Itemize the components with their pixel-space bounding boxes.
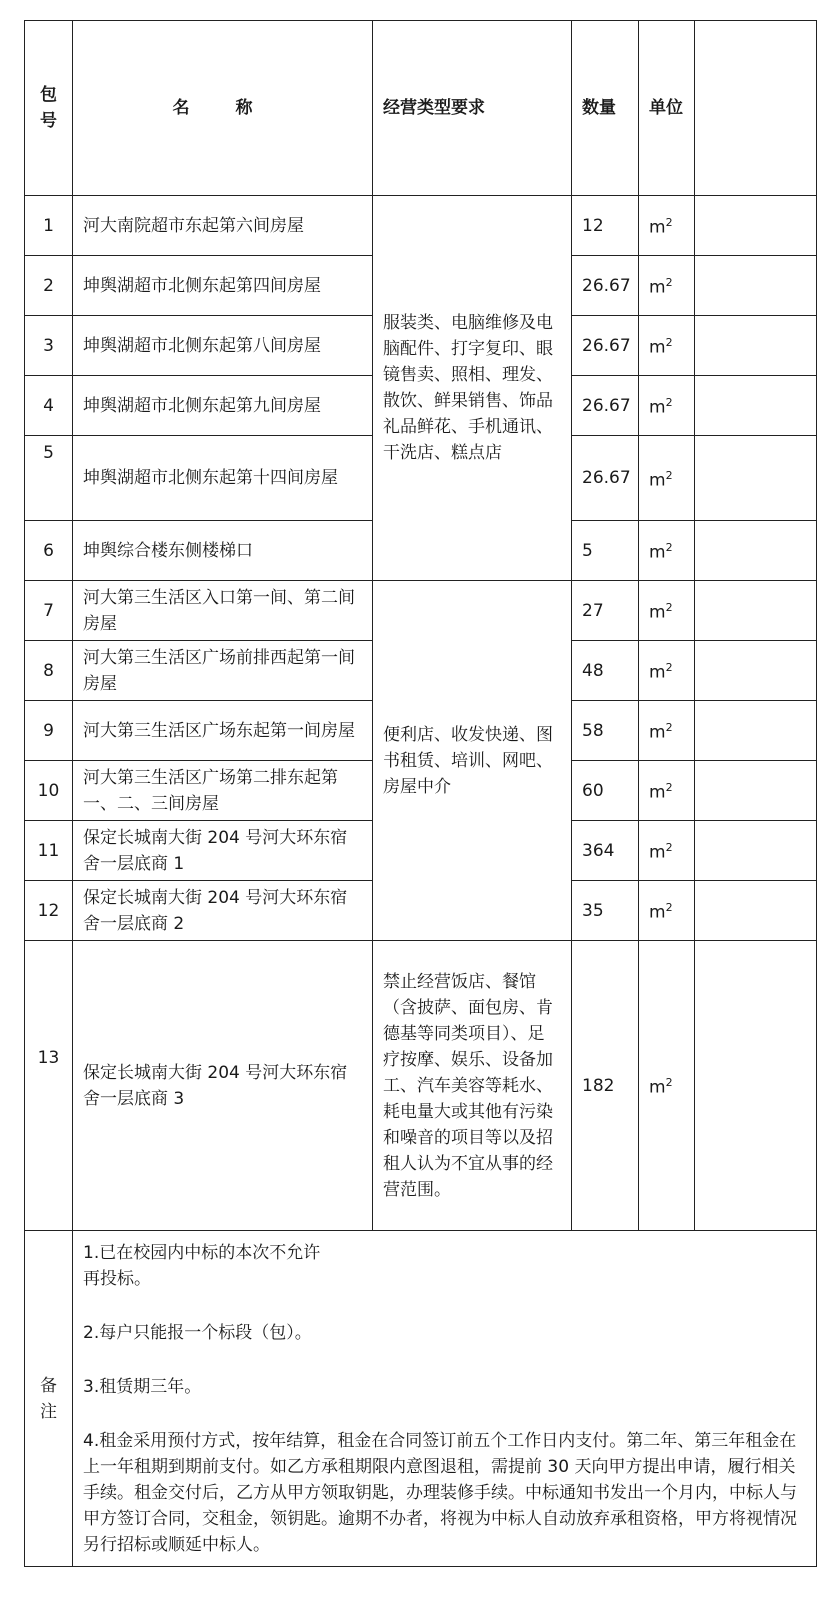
row-name: 坤舆湖超市北侧东起第八间房屋 [73,316,373,376]
row-id: 10 [25,761,73,821]
note-item: 1.已在校园内中标的本次不允许再投标。 [83,1242,321,1289]
row-qty: 26.67 [572,316,639,376]
row-qty: 26.67 [572,376,639,436]
header-name: 名 称 [73,21,373,196]
row-id: 12 [25,881,73,941]
header-id: 包号 [25,21,73,196]
row-unit: $m^2$ [639,761,695,821]
row-id: 11 [25,821,73,881]
row-id: 8 [25,641,73,701]
row-extra [695,821,817,881]
row-extra [695,256,817,316]
type-requirement-group-3: 禁止经营饭店、餐馆（含披萨、面包房、肯德基等同类项目）、足疗按摩、娱乐、设备加工、汽车美容等耗水、耗电量大或其他有污染和噪音的项目等以及招租人认为不宜从事的经营范围。 [373,941,572,1231]
row-extra [695,196,817,256]
row-unit: $m^2$ [639,521,695,581]
row-unit: $m^2$ [639,701,695,761]
row-qty: 182 [572,941,639,1231]
row-extra [695,521,817,581]
row-unit: $m^2$ [639,881,695,941]
row-extra [695,941,817,1231]
row-unit: $m^2$ [639,641,695,701]
row-qty: 26.67 [572,436,639,521]
row-id: 6 [25,521,73,581]
row-extra [695,316,817,376]
row-name: 坤舆综合楼东侧楼梯口 [73,521,373,581]
note-item: 2.每户只能报一个标段（包）。 [83,1322,312,1343]
row-extra [695,701,817,761]
row-unit: $m^2$ [639,256,695,316]
row-id: 4 [25,376,73,436]
row-name: 坤舆湖超市北侧东起第十四间房屋 [73,436,373,521]
row-unit: $m^2$ [639,941,695,1231]
row-extra [695,641,817,701]
header-extra [695,21,817,196]
row-qty: 35 [572,881,639,941]
row-unit: $m^2$ [639,376,695,436]
lease-table [24,20,817,1567]
row-name: 河大南院超市东起第六间房屋 [73,196,373,256]
row-id: 7 [25,581,73,641]
row-unit: $m^2$ [639,821,695,881]
row-qty: 48 [572,641,639,701]
row-qty: 26.67 [572,256,639,316]
type-requirement-group-1: 服装类、电脑维修及电脑配件、打字复印、眼镜售卖、照相、理发、散饮、鲜果销售、饰品礼品鲜花、手机通讯、干洗店、糕点店 [373,196,572,581]
row-qty: 58 [572,701,639,761]
row-id: 2 [25,256,73,316]
row-qty: 60 [572,761,639,821]
note-item: 4.租金采用预付方式，按年结算，租金在合同签订前五个工作日内支付。第二年、第三年租金在上一年租期到期前支付。如乙方承租期限内意图退租，需提前 30 天向甲方提出申请，履行相关手续。租金交付后，乙方从甲方领取钥匙，办理装修手续。中标通知书发出一个月内，中标人与甲方签订合同，交租金，领钥匙。逾期不办者，将视为中标人自动放弃承租资格，甲方将视情况另行招标或顺延中标人。 [83,1430,797,1555]
row-name: 河大第三生活区广场第二排东起第一、二、三间房屋 [73,761,373,821]
row-qty: 27 [572,581,639,641]
row-qty: 12 [572,196,639,256]
row-name: 坤舆湖超市北侧东起第九间房屋 [73,376,373,436]
table-row [25,941,817,1231]
notes-content [73,1231,817,1567]
row-extra [695,581,817,641]
row-name: 保定长城南大街 204 号河大环东宿舍一层底商 2 [73,881,373,941]
notes-row [25,1231,817,1567]
row-qty: 364 [572,821,639,881]
row-extra [695,761,817,821]
row-unit: $m^2$ [639,436,695,521]
row-unit: $m^2$ [639,581,695,641]
row-name: 河大第三生活区广场前排西起第一间房屋 [73,641,373,701]
row-id: 1 [25,196,73,256]
header-unit: 单位 [639,21,695,196]
row-name: 保定长城南大街 204 号河大环东宿舍一层底商 1 [73,821,373,881]
row-extra [695,436,817,521]
row-unit: $m^2$ [639,196,695,256]
type-requirement-group-2: 便利店、收发快递、图书租赁、培训、网吧、房屋中介 [373,581,572,941]
row-unit: $m^2$ [639,316,695,376]
row-id: 13 [25,941,73,1231]
row-id: 9 [25,701,73,761]
row-extra [695,881,817,941]
header-type: 经营类型要求 [373,21,572,196]
row-name: 保定长城南大街 204 号河大环东宿舍一层底商 3 [73,941,373,1231]
row-extra [695,376,817,436]
notes-label: 备注 [25,1231,73,1567]
note-item: 3.租赁期三年。 [83,1376,202,1397]
header-qty: 数量 [572,21,639,196]
row-id: 5 [25,436,73,521]
header-row [25,21,817,196]
row-name: 坤舆湖超市北侧东起第四间房屋 [73,256,373,316]
table-row [25,196,817,256]
row-name: 河大第三生活区入口第一间、第二间房屋 [73,581,373,641]
row-name: 河大第三生活区广场东起第一间房屋 [73,701,373,761]
row-id: 3 [25,316,73,376]
table-row [25,581,817,641]
row-qty: 5 [572,521,639,581]
